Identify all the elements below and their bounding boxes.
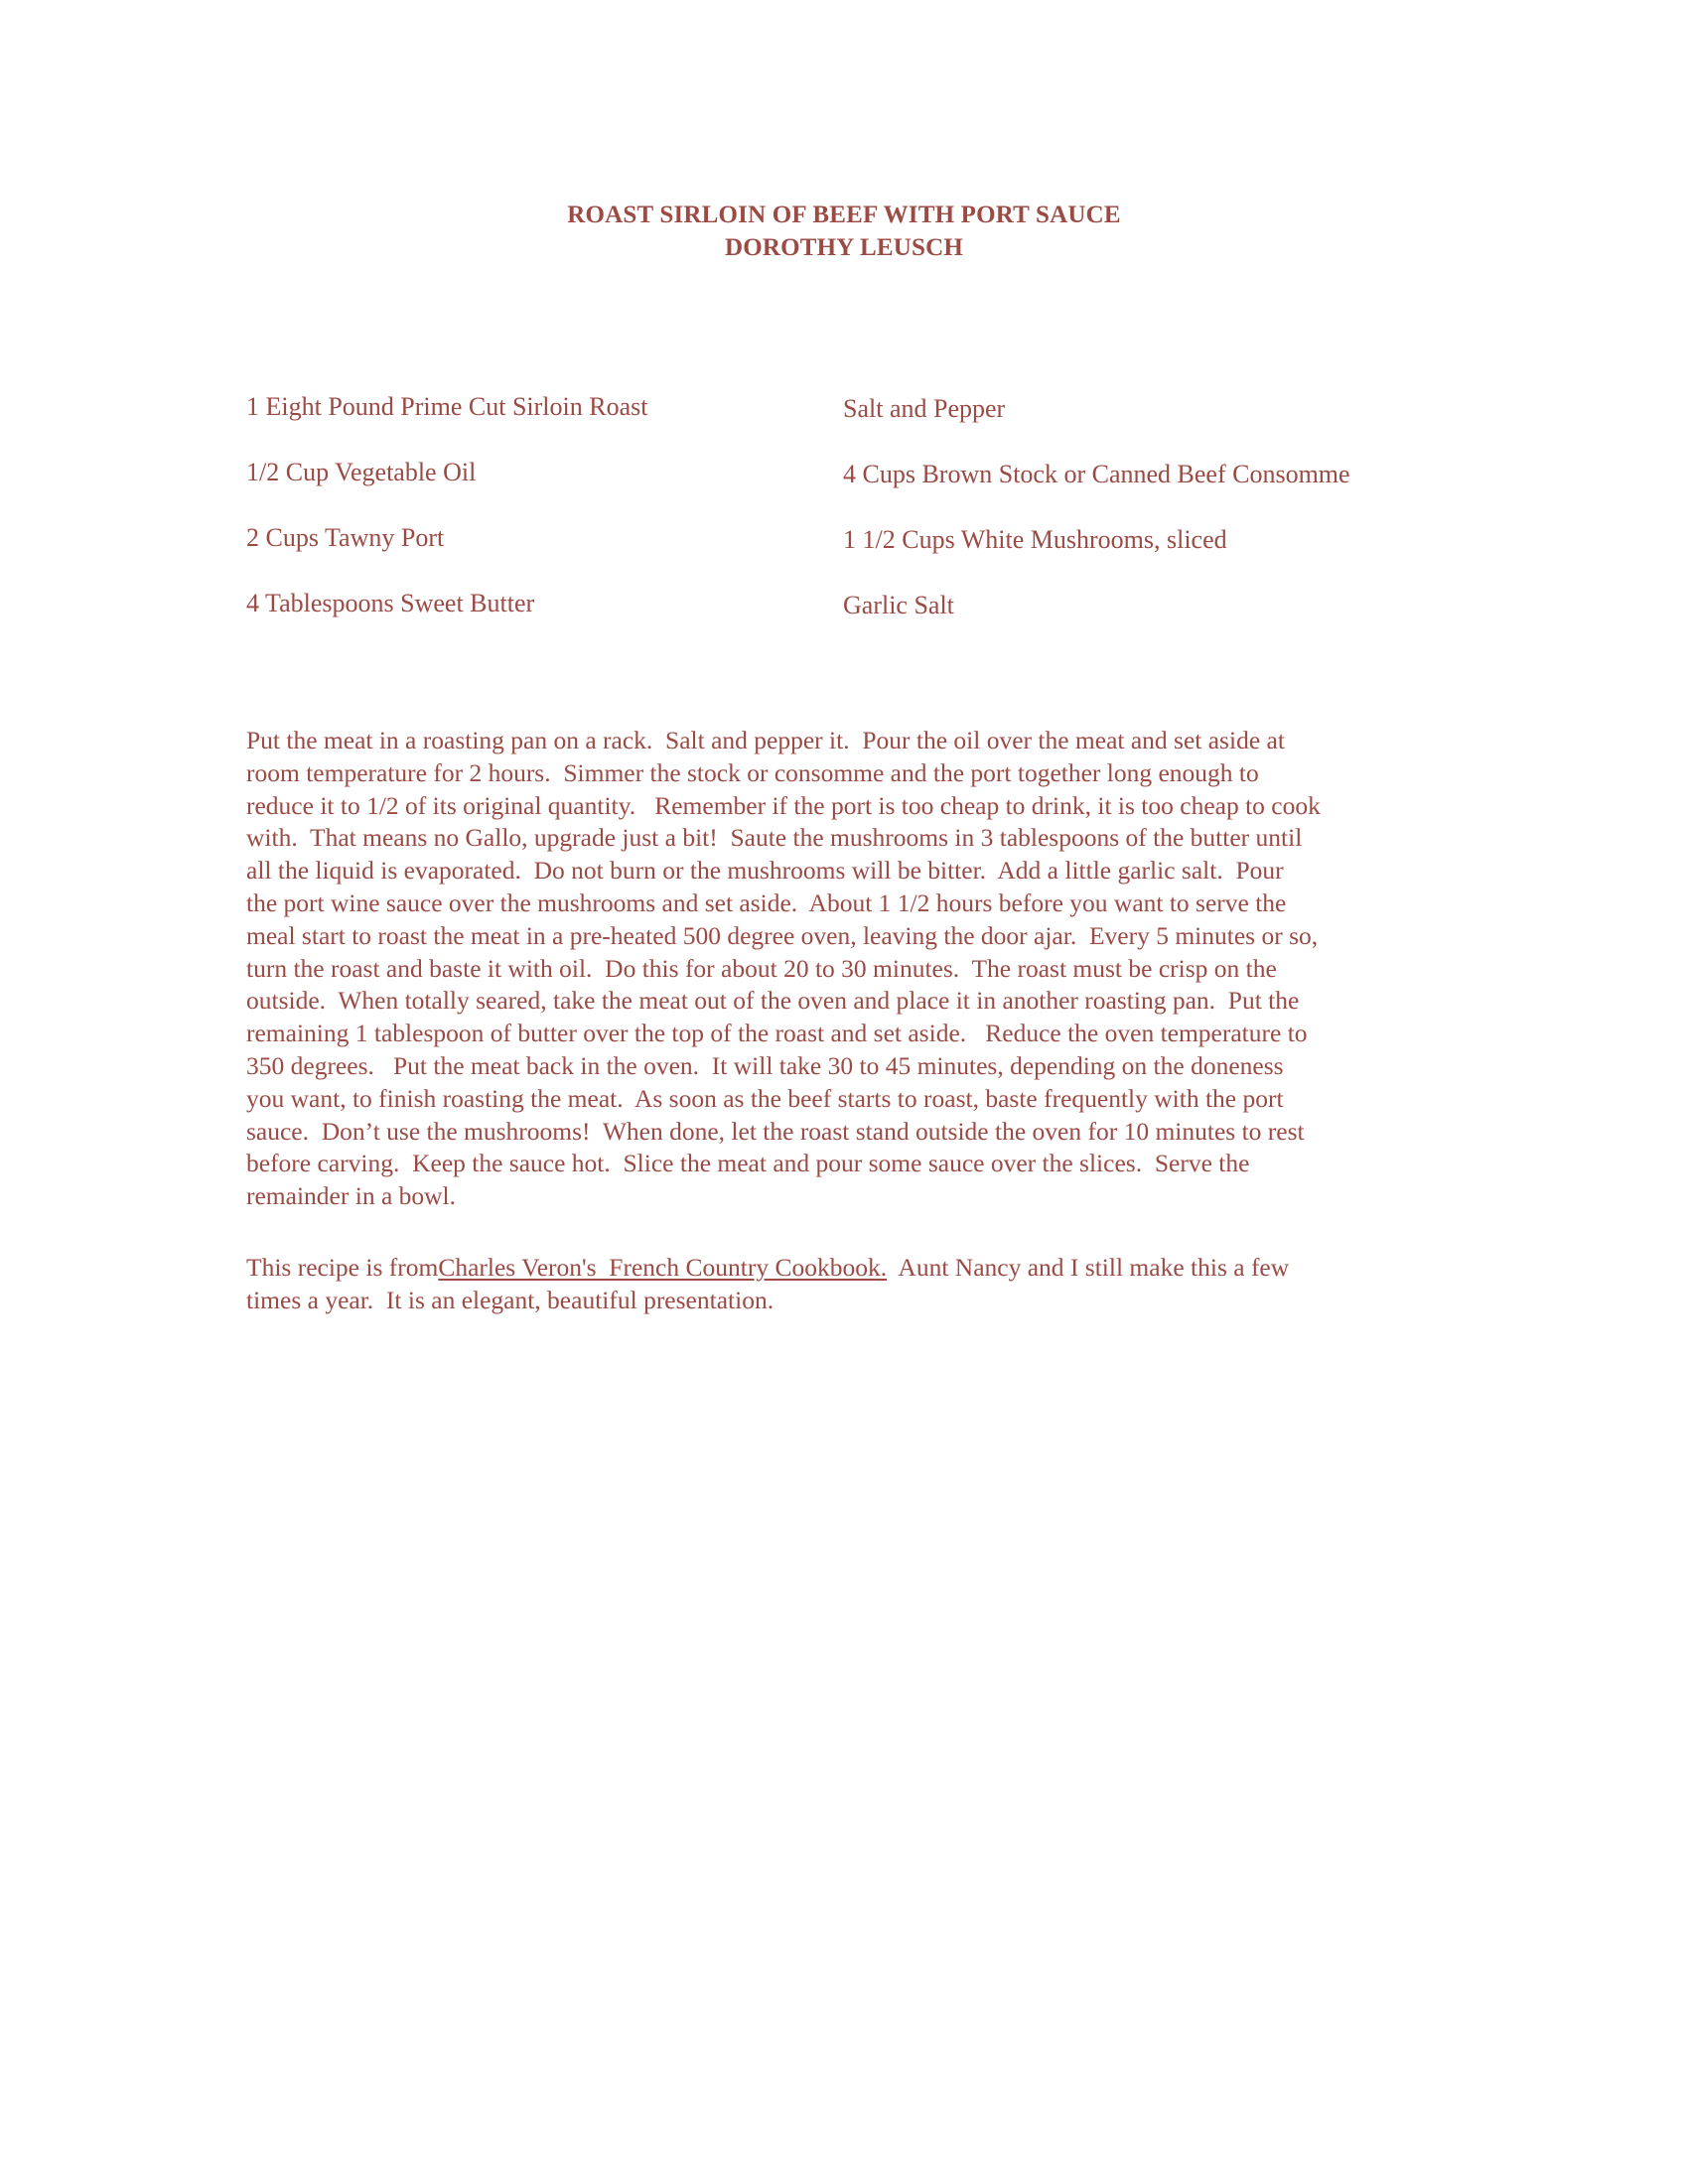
source-note [246,1251,1438,1316]
ingredient-item: 1/2 Cup Vegetable Oil [246,458,477,486]
cookbook-title: Charles Veron's French Country Cookbook. [438,1253,888,1282]
instruction-line: before carving. Keep the sauce hot. Slice the meat and pour some sauce over the slices. Serve the [246,1149,1250,1178]
recipe-author: DOROTHY LEUSCH [724,234,964,261]
ingredient-list [0,0,1688,695]
instruction-line: remaining 1 tablespoon of butter over the top of the roast and set aside. Reduce the oven temperature to [246,1019,1308,1048]
instruction-line: reduce it to 1/2 of its original quantity. Remember if the port is too cheap to drink, it is too cheap to cook [246,790,1321,820]
instruction-line: Put the meat in a roasting pan on a rack. Salt and pepper it. Pour the oil over the meat and set aside at [246,726,1285,754]
ingredient-item: 1 1/2 Cups White Mushrooms, sliced [843,525,1227,554]
ingredient-item: 4 Tablespoons Sweet Butter [246,589,535,617]
instruction-line: you want, to finish roasting the meat. As soon as the beef starts to roast, baste frequently with the port [246,1083,1284,1113]
source-note-line: times a year. It is an elegant, beautiful presentation. [246,1286,774,1314]
instructions-paragraph [246,725,1438,1213]
source-note-prefix: This recipe is from [246,1253,439,1282]
source-note-line [246,1251,1438,1284]
instruction-line: turn the roast and baste it with oil. Do this for about 20 to 30 minutes. The roast must be crisp on the [246,953,1277,983]
instruction-line: 350 degrees. Put the meat back in the oven. It will take 30 to 45 minutes, depending on the doneness [246,1050,1284,1080]
ingredient-item: 2 Cups Tawny Port [246,523,445,552]
instruction-line: remainder in a bowl. [246,1181,457,1211]
instruction-line: room temperature for 2 hours. Simmer the stock or consomme and the port together long enough to [246,757,1259,787]
ingredient-item: Salt and Pepper [843,394,1006,423]
source-note-suffix: Aunt Nancy and I still make this a few [887,1253,1290,1282]
recipe-title: ROAST SIRLOIN OF BEEF WITH PORT SAUCE [567,202,1121,228]
instruction-line: meal start to roast the meat in a pre-heated 500 degree oven, leaving the door ajar. Every 5 minutes or so, [246,920,1319,950]
ingredient-item: Garlic Salt [843,591,954,619]
instruction-line: outside. When totally seared, take the meat out of the oven and place it in another roasting pan. Put the [246,986,1300,1016]
instruction-line: with. That means no Gallo, upgrade just a bit! Saute the mushrooms in 3 tablespoons of the butter until [246,823,1303,853]
ingredient-item: 4 Cups Brown Stock or Canned Beef Consomme [843,460,1350,488]
instruction-line: all the liquid is evaporated. Do not burn or the mushrooms will be bitter. Add a little garlic salt. Pour [246,856,1284,886]
instruction-line: sauce. Don’t use the mushrooms! When done, let the roast stand outside the oven for 10 minutes to rest [246,1116,1305,1146]
ingredient-item: 1 Eight Pound Prime Cut Sirloin Roast [246,392,648,421]
instruction-line: the port wine sauce over the mushrooms and set aside. About 1 1/2 hours before you want to serve the [246,887,1287,917]
